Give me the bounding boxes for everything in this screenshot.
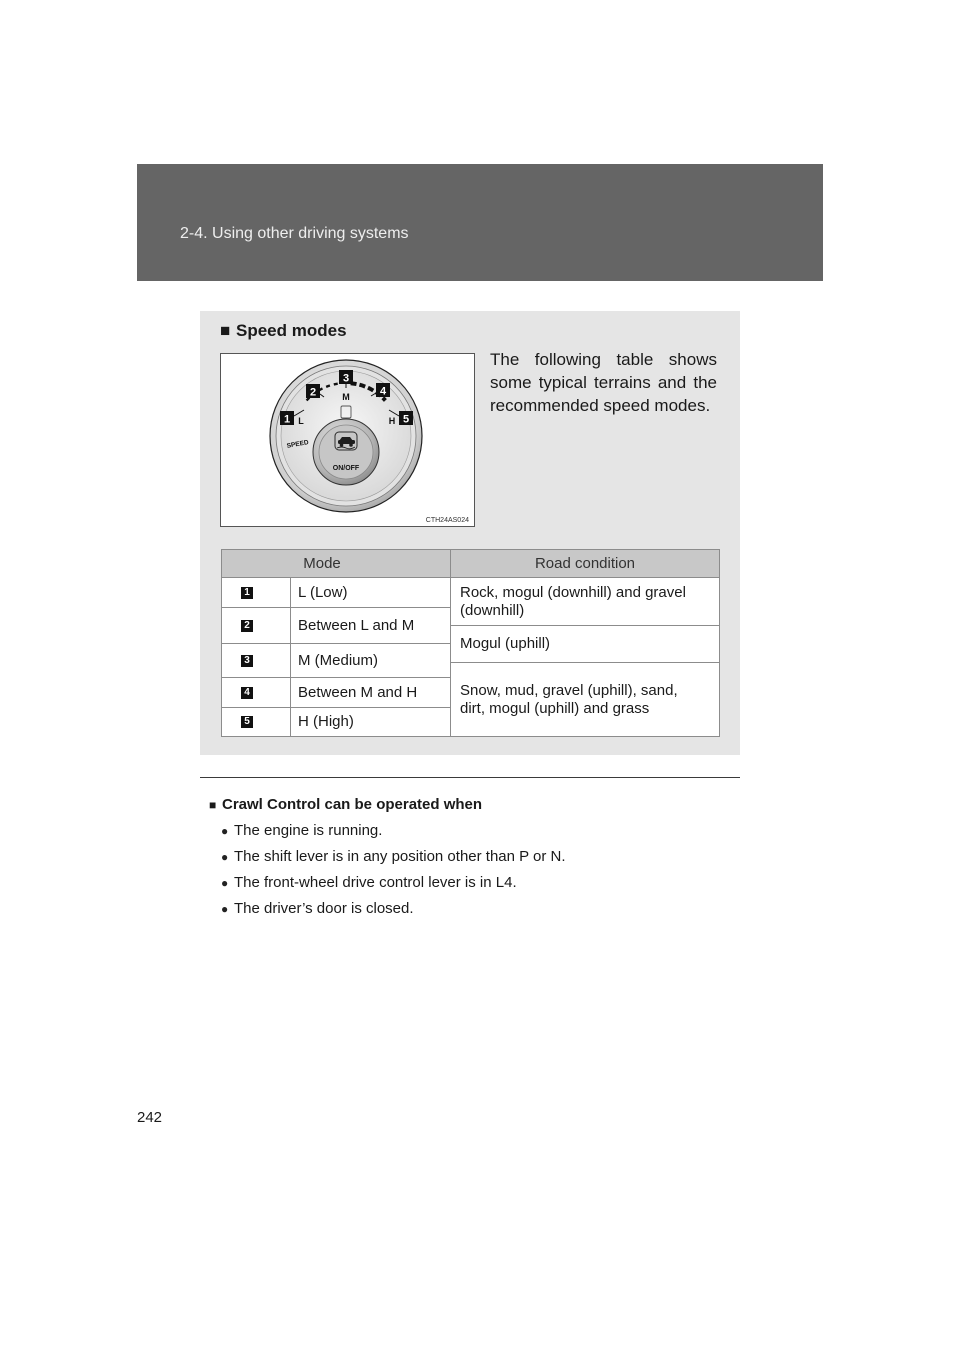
table-row-2-number-cell bbox=[221, 607, 291, 644]
mode-badge-5: 5 bbox=[241, 716, 253, 728]
table-row-3-mode-cell bbox=[290, 643, 451, 678]
bullet-icon: ● bbox=[221, 876, 229, 890]
road-condition-cell-3 bbox=[450, 662, 720, 737]
dial-button-label: ON/OFF bbox=[332, 465, 360, 472]
road-condition-cell-2 bbox=[450, 625, 720, 663]
dial-letter-low: L bbox=[298, 416, 304, 426]
mode-badge-1: 1 bbox=[241, 587, 253, 599]
road-condition-cell-1 bbox=[450, 577, 720, 626]
mode-label-2: Between L and M bbox=[298, 616, 415, 634]
speed-dial-illustration bbox=[221, 354, 474, 526]
speed-modes-intro: The following table shows some typical terrains and the recommended speed modes. bbox=[490, 350, 717, 415]
speed-modes-heading bbox=[220, 321, 347, 341]
callout-3 bbox=[339, 370, 353, 385]
condition-text-3: The front-wheel drive control lever is in L4. bbox=[234, 874, 517, 891]
speed-mode-table bbox=[221, 549, 720, 737]
list-item bbox=[221, 818, 566, 844]
speed-dial-figure bbox=[220, 353, 475, 527]
callout-4 bbox=[376, 383, 390, 398]
table-row-2-mode-cell bbox=[290, 607, 451, 644]
page-number: 242 bbox=[137, 1109, 163, 1126]
mode-label-5: H (High) bbox=[298, 713, 354, 730]
table-row-5-mode-cell bbox=[290, 707, 451, 737]
bullet-icon: ● bbox=[221, 824, 229, 838]
callout-4-number: 4 bbox=[379, 385, 387, 398]
mode-label-3: M (Medium) bbox=[298, 651, 379, 669]
callout-5 bbox=[399, 411, 413, 426]
road-condition-2: Mogul (uphill) bbox=[460, 635, 551, 652]
list-item bbox=[221, 896, 566, 922]
table-row-1-number-cell bbox=[221, 577, 291, 608]
condition-text-4: The driver’s door is closed. bbox=[234, 900, 414, 917]
table-header-mode bbox=[221, 549, 451, 578]
mode-badge-3: 3 bbox=[241, 655, 253, 667]
figure-id: CTH24AS024 bbox=[425, 517, 469, 524]
road-condition-1: Rock, mogul (downhill) and gravel (downhill) bbox=[460, 583, 686, 619]
section-title: 2-4. Using other driving systems bbox=[180, 225, 409, 242]
crawl-control-conditions bbox=[221, 818, 566, 922]
callout-1-number: 1 bbox=[283, 413, 291, 426]
bullet-icon: ● bbox=[221, 902, 229, 916]
callout-5-number: 5 bbox=[402, 413, 410, 426]
bullet-icon: ● bbox=[221, 850, 229, 864]
speed-modes-panel bbox=[200, 311, 740, 755]
table-row-1-mode-cell bbox=[290, 577, 451, 608]
crawl-control-heading-text: Crawl Control can be operated when bbox=[222, 796, 483, 813]
mode-badge-2: 2 bbox=[241, 620, 253, 632]
list-item bbox=[221, 844, 566, 870]
condition-text-1: The engine is running. bbox=[234, 822, 383, 839]
header-band bbox=[137, 164, 823, 281]
speed-modes-heading-text: Speed modes bbox=[236, 321, 347, 340]
crawl-control-heading bbox=[209, 796, 482, 814]
list-item bbox=[221, 870, 566, 896]
mode-label-4: Between M and H bbox=[298, 683, 418, 701]
dial-speed-label: SPEED bbox=[286, 439, 310, 450]
table-row-3-number-cell bbox=[221, 643, 291, 678]
mode-badge-4: 4 bbox=[241, 687, 253, 699]
table-header-road-condition bbox=[450, 549, 720, 578]
mode-label-1: L (Low) bbox=[298, 583, 348, 601]
table-row-4-number-cell bbox=[221, 677, 291, 708]
dial-letter-medium: M bbox=[342, 392, 350, 402]
condition-text-2: The shift lever is in any position other than P or N. bbox=[234, 848, 566, 865]
callout-2 bbox=[306, 384, 320, 399]
table-header-mode-text: Mode bbox=[303, 554, 341, 572]
heading-marker: ■ bbox=[220, 321, 231, 340]
dial-letter-high: H bbox=[388, 416, 396, 426]
callout-2-number: 2 bbox=[309, 386, 317, 399]
callout-1 bbox=[280, 411, 294, 426]
crawl-heading-marker: ■ bbox=[209, 798, 217, 812]
callout-3-number: 3 bbox=[342, 372, 350, 385]
section-divider bbox=[200, 777, 740, 778]
table-row-4-mode-cell bbox=[290, 677, 451, 708]
road-condition-3: Snow, mud, gravel (uphill), sand, dirt, mogul (uphill) and grass bbox=[460, 681, 678, 717]
table-row-5-number-cell bbox=[221, 707, 291, 737]
table-header-road-condition-text: Road condition bbox=[534, 554, 636, 572]
